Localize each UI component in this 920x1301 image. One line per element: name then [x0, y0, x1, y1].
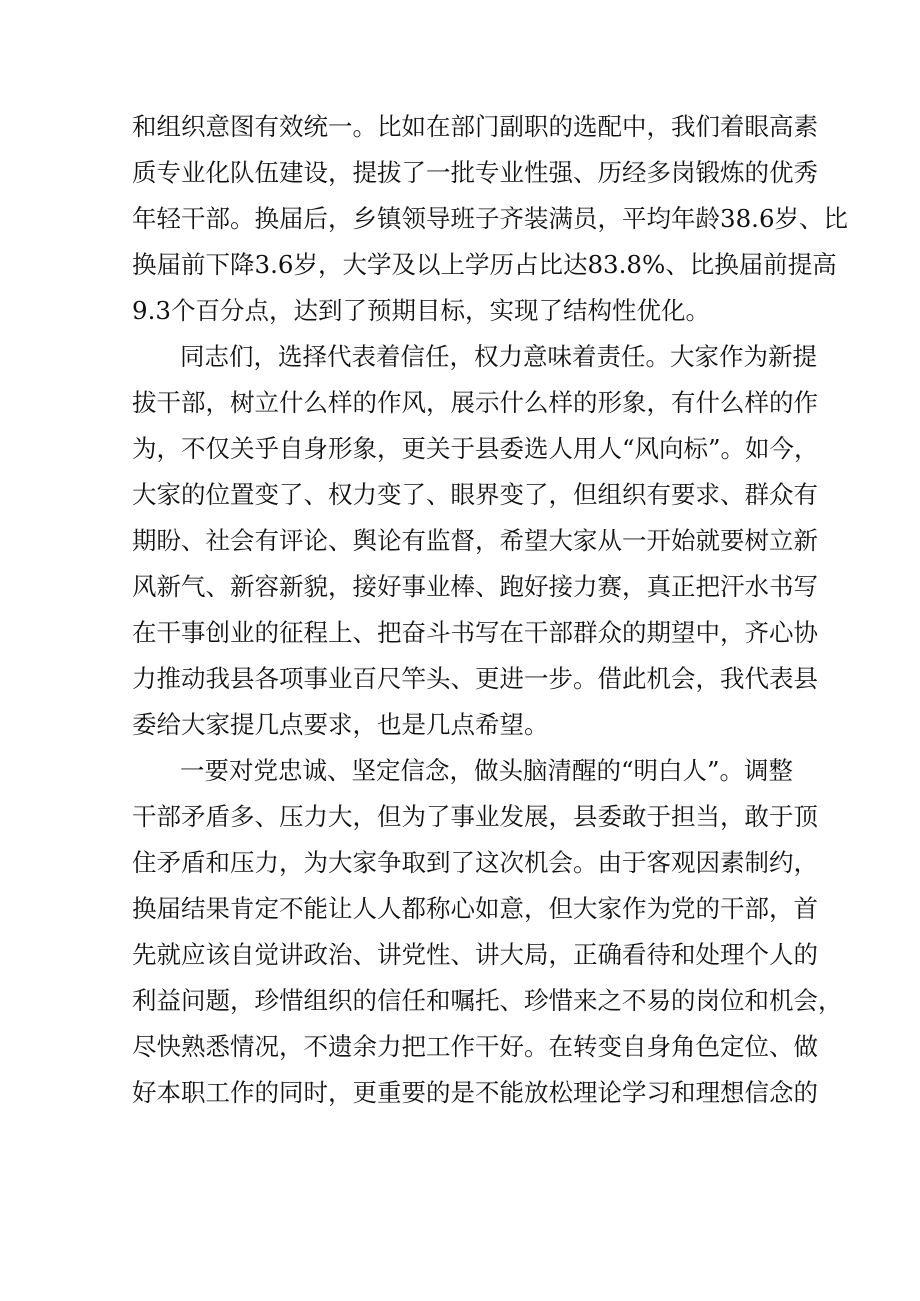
- text-line: 尽快熟悉情况，不遗余力把工作干好。在转变自身角色定位、做: [132, 1032, 818, 1061]
- text-line: 9.3个百分点，达到了预期目标，实现了结构性优化。: [132, 296, 710, 325]
- paragraph-3: [132, 748, 843, 1116]
- text-line: 和组织意图有效统一。比如在部门副职的选配中，我们着眼高素: [132, 112, 818, 141]
- text-line: 一要对党忠诚、坚定信念，做头脑清醒的“明白人”。调整: [180, 756, 794, 785]
- text-line: 好本职工作的同时，更重要的是不能放松理论学习和理想信念的: [132, 1078, 818, 1107]
- text-line: 力推动我县各项事业百尺竿头、更进一步。借此机会，我代表县: [132, 664, 818, 693]
- text-line: 风新气、新容新貌，接好事业棒、跑好接力赛，真正把汗水书写: [132, 572, 818, 601]
- text-line: 委给大家提几点要求，也是几点希望。: [132, 710, 549, 739]
- text-line: 先就应该自觉讲政治、讲党性、讲大局，正确看待和处理个人的: [132, 940, 818, 969]
- text-line: 期盼、社会有评论、舆论有监督，希望大家从一开始就要树立新: [132, 526, 818, 555]
- text-line: 换届结果肯定不能让人人都称心如意，但大家作为党的干部，首: [132, 894, 818, 923]
- text-line: 拔干部，树立什么样的作风，展示什么样的形象，有什么样的作: [132, 388, 818, 417]
- text-line: 住矛盾和压力，为大家争取到了这次机会。由于客观因素制约，: [132, 848, 818, 877]
- text-line: 大家的位置变了、权力变了、眼界变了，但组织有要求、群众有: [132, 480, 818, 509]
- text-line: 换届前下降3.6岁，大学及以上学历占比达83.8%、比换届前提高: [132, 250, 837, 279]
- text-line: 利益问题，珍惜组织的信任和嘱托、珍惜来之不易的岗位和机会，: [132, 986, 843, 1015]
- body-text: [132, 104, 849, 1116]
- text-line: 年轻干部。换届后，乡镇领导班子齐装满员，平均年龄38.6岁、比: [132, 204, 849, 233]
- paragraph-2: [132, 334, 819, 748]
- text-line: 为，不仅关乎自身形象，更关于县委选人用人“风向标”。如今，: [132, 434, 819, 463]
- text-line: 质专业化队伍建设，提拔了一批专业性强、历经多岗锻炼的优秀: [132, 158, 818, 187]
- text-line: 干部矛盾多、压力大，但为了事业发展，县委敢于担当，敢于顶: [132, 802, 818, 831]
- paragraph-1: [132, 104, 849, 334]
- text-line: 在干事创业的征程上、把奋斗书写在干部群众的期望中，齐心协: [132, 618, 818, 647]
- text-line: 同志们，选择代表着信任，权力意味着责任。大家作为新提: [180, 342, 817, 371]
